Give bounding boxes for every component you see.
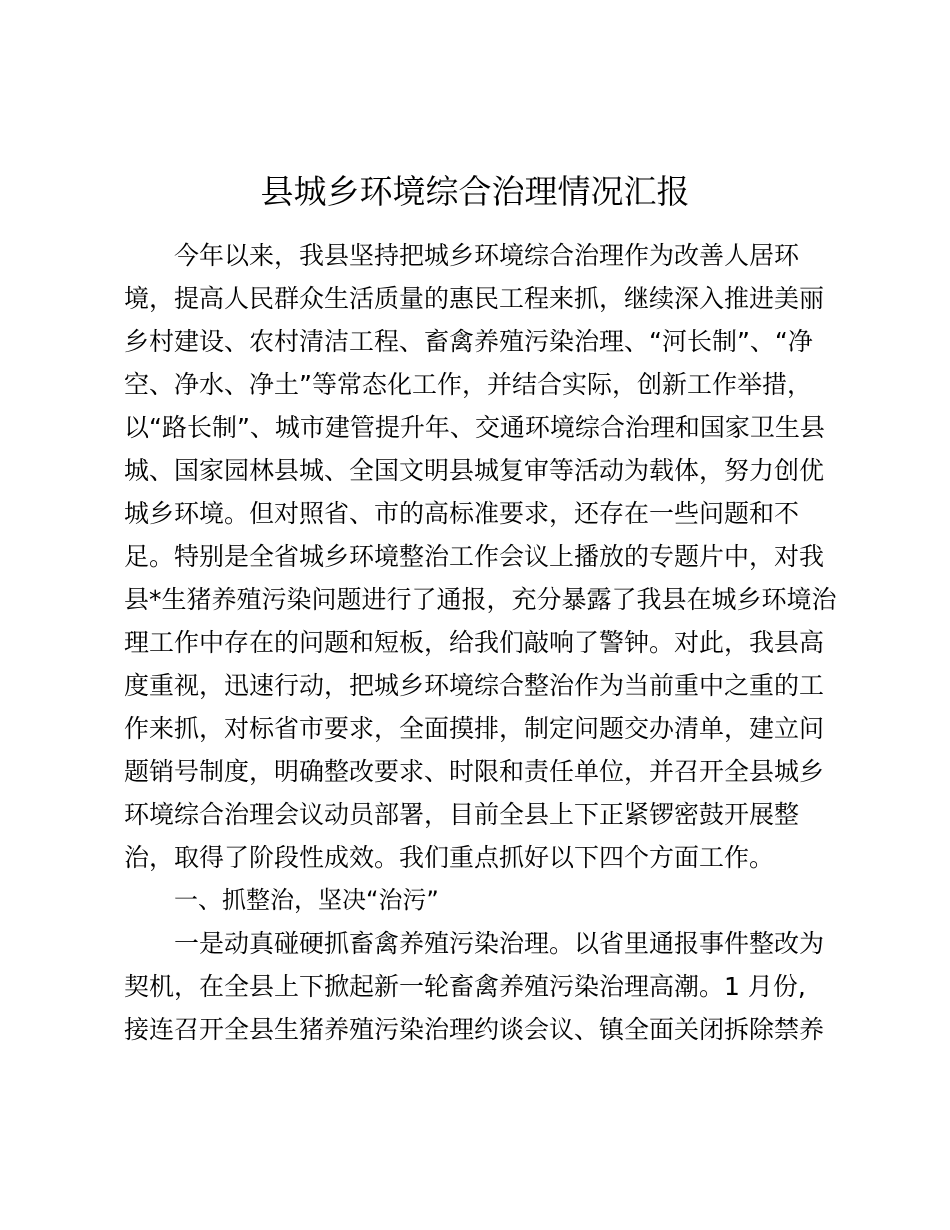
text-line: 治，取得了阶段性成效。我们重点抓好以下四个方面工作。 — [124, 843, 775, 872]
text-line: 今年以来，我县坚持把城乡环境综合治理作为改善人居环 — [174, 241, 800, 270]
paragraph-intro — [124, 234, 844, 879]
text-line: 环境综合治理会议动员部署，目前全县上下正紧锣密鼓开展整 — [124, 800, 800, 829]
text-line: 境，提高人民群众生活质量的惠民工程来抓，继续深入推进美丽 — [124, 284, 825, 313]
text-line: 题销号制度，明确整改要求、时限和责任单位，并召开全县城乡 — [124, 757, 825, 786]
text-line: 县*生猪养殖污染问题进行了通报，充分暴露了我县在城乡环境治 — [124, 585, 837, 614]
text-line: 城、国家园林县城、全国文明县城复审等活动为载体，努力创优 — [124, 456, 825, 485]
text-line: 度重视，迅速行动，把城乡环境综合整治作为当前重中之重的工 — [124, 671, 825, 700]
section-heading: 一、抓整治，坚决“治污” — [174, 886, 439, 914]
text-line: 一是动真碰硬抓畜禽养殖污染治理。以省里通报事件整改为 — [174, 929, 825, 958]
text-line: 城乡环境。但对照省、市的高标准要求，还存在一些问题和不 — [124, 499, 800, 528]
document-body — [124, 234, 844, 1051]
text-line: 乡村建设、农村清洁工程、畜禽养殖污染治理、“河长制”、“净 — [124, 327, 813, 356]
text-line: 足。特别是全省城乡环境整治工作会议上播放的专题片中，对我 — [124, 542, 825, 571]
text-line: 作来抓，对标省市要求，全面摸排，制定问题交办清单，建立问 — [124, 714, 825, 743]
text-line: 空、净水、净土”等常态化工作，并结合实际，创新工作举措， — [124, 370, 812, 399]
document-title: 县城乡环境综合治理情况汇报 — [260, 172, 690, 211]
text-line: 理工作中存在的问题和短板，给我们敲响了警钟。对此，我县高 — [124, 628, 825, 657]
text-line: 契机，在全县上下掀起新一轮畜禽养殖污染治理高潮。1 月份, — [124, 972, 806, 1001]
paragraph-section1 — [124, 922, 844, 1051]
text-line: 接连召开全县生猪养殖污染治理约谈会议、镇全面关闭拆除禁养 — [124, 1015, 825, 1044]
text-line: 以“路长制”、城市建管提升年、交通环境综合治理和国家卫生县 — [124, 413, 825, 442]
